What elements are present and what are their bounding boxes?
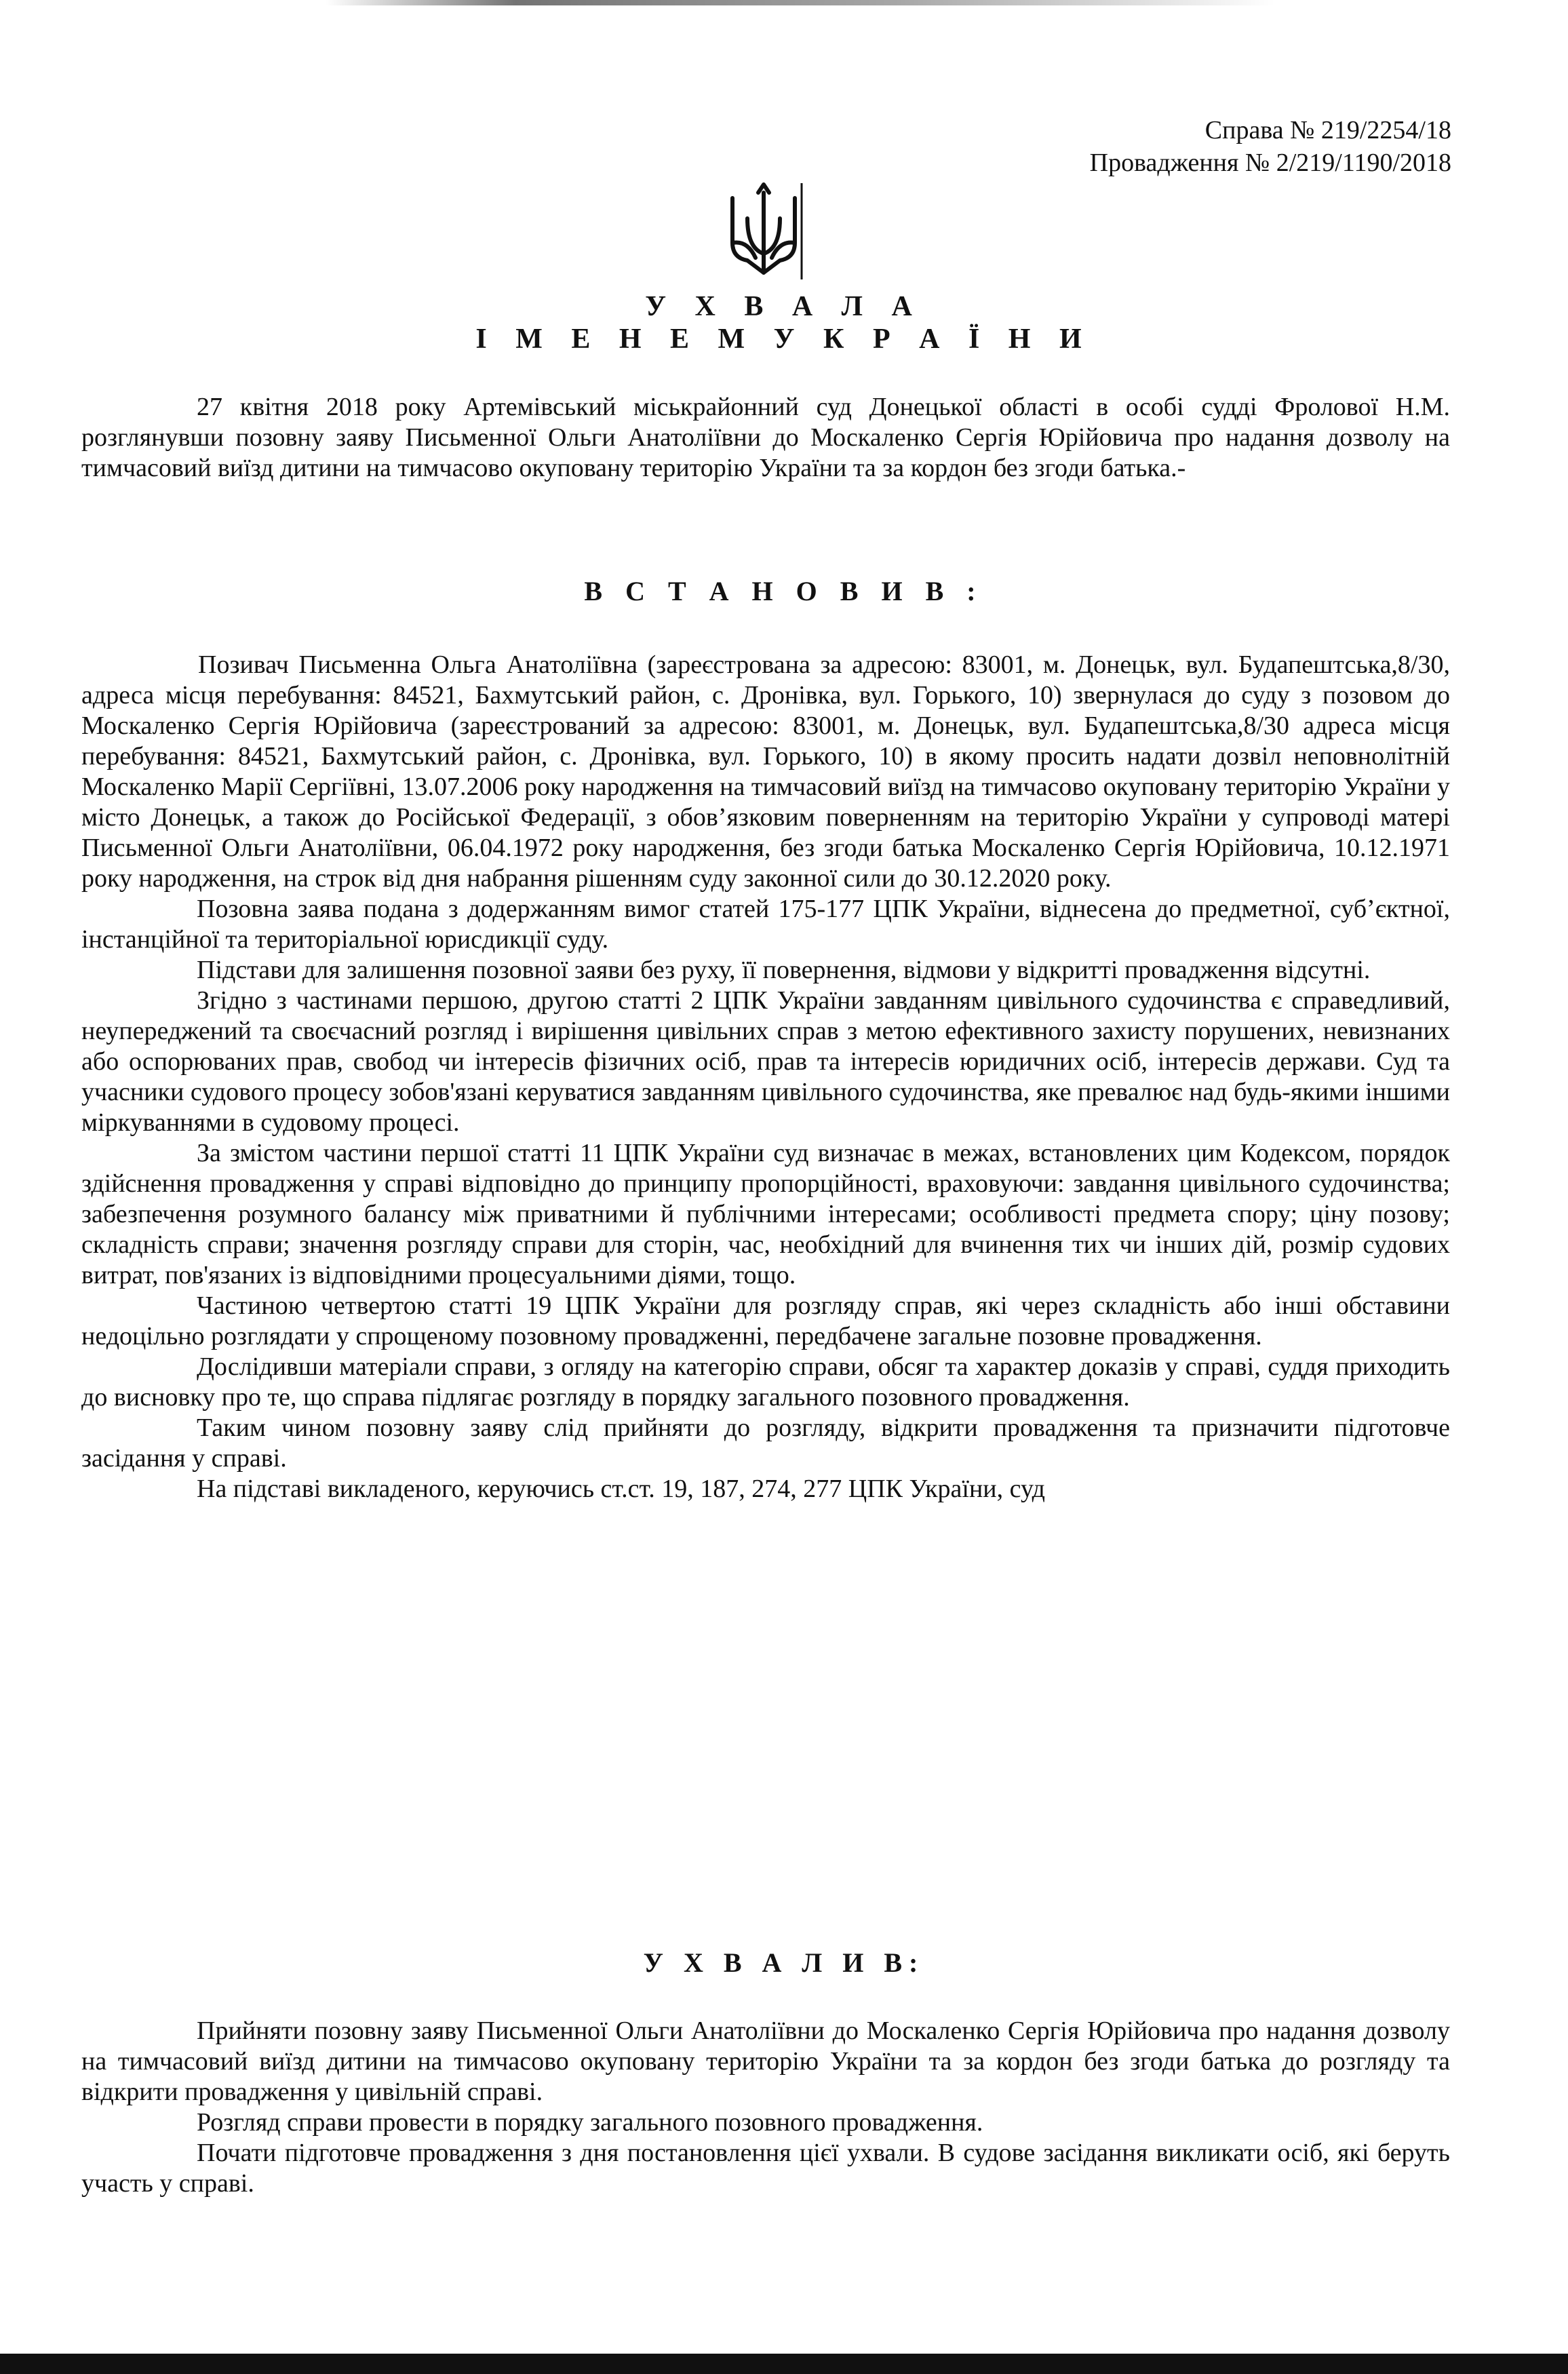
intro-paragraph-block [81,392,1450,484]
scan-artifact-bottom [0,2354,1568,2374]
established-section [81,650,1450,1504]
document-type-heading: У Х В А Л А [645,291,923,322]
resolution-preparatory: Почати підготовче провадження з дня постановлення цієї ухвали. В судове засідання викликати осіб, які беруть участь у справі. [81,2139,1450,2198]
paragraph-claim: Позивач Письменна Ольга Анатоліївна (зареєстрована за адресою: 83001, м. Донецьк, вул. Будапештська,8/30, адреса місця перебування: 84521, Бахмутський район, с. Дронівка, вул. Горького, 10) звернулася до суду з позовом до Москаленко Сергія Юрійовича (зареєстрований за адресою: 83001, м. Донецьк, вул. Будапештська,8/30 адреса місця перебування: 84521, Бахмутський район, с. Дронівка, вул. Горького, 10) в якому просить надати дозвіл неповнолітній Москаленко Марії Сергіївні, 13.07.2006 року народження на тимчасовий виїзд на тимчасово окуповану територію України у місто Донецьк, а також до Російської Федерації, з обов’язковим поверненням на територію України у супроводі матері Письменної Ольги Анатоліївни, 06.04.1972 року народження, без згоди батька Москаленко Сергія Юрійовича, 10.12.1971 року народження, на строк від дня набрання рішенням суду законної сили до 30.12.2020 року. [81,650,1450,893]
intro-paragraph: 27 квітня 2018 року Артемівський міськрайонний суд Донецької області в особі судді Фролової Н.М. розглянувши позовну заяву Письменної Ольги Анатоліївни до Москаленко Сергія Юрійовича про надання дозволу на тимчасовий виїзд дитини на тимчасово окуповану територію України та за кордон без згоди батька.- [81,393,1450,482]
case-references [1090,114,1451,179]
resolution-accept-claim: Прийняти позовну заяву Письменної Ольги Анатоліївни до Москаленко Сергія Юрійовича про надання дозволу на тимчасовий виїзд дитини на тимчасово окуповану територію України та за кордон без згоди батька до розгляду та відкрити провадження у цивільній справі. [81,2017,1450,2106]
paragraph-article-2: Згідно з частинами першою, другою статті 2 ЦПК України завданням цивільного судочинства є справедливий, неупереджений та своєчасний розгляд і вирішення цивільних справ з метою ефективного захисту порушених, невизнаних або оспорюваних прав, свобод чи інтересів фізичних осіб, прав та інтересів юридичних осіб, інтересів держави. Суд та учасники судового процесу зобов'язані керуватися завданням цивільного судочинства, яке превалює над будь-якими іншими міркуваннями в судовому процесі. [81,986,1450,1137]
scan-artifact-top [326,0,1275,5]
ukraine-trident-emblem-icon [716,178,811,286]
resolution-general-procedure: Розгляд справи провести в порядку загального позовного провадження. [197,2108,983,2137]
paragraph-conclusion: Дослідивши матеріали справи, з огляду на категорію справи, обсяг та характер доказів у справі, суддя приходить до висновку про те, що справа підлягає розгляду в порядку загального позовного провадження. [81,1353,1450,1412]
paragraph-article-11: За змістом частини першої статті 11 ЦПК України суд визначає в межах, встановлених цим Кодексом, порядок здійснення провадження у справі відповідно до принципу пропорційності, враховуючи: завдання цивільного судочинства; забезпечення розумного балансу між приватними й публічними інтересами; особливості предмета спору; ціну позову; складність справи; значення розгляду справи для сторін, час, необхідний для вчинення тих чи інших дій, розмір судових витрат, пов'язаних із відповідними процесуальними діями, тощо. [81,1139,1450,1289]
paragraph-filing-compliance: Позовна заява подана з додержанням вимог статей 175-177 ЦПК України, віднесена до предметної, суб’єктної, інстанційної та територіальної юрисдикції суду. [81,895,1450,954]
paragraph-no-grounds: Підстави для залишення позовної заяви без руху, її повернення, відмови у відкритті провадження відсутні. [197,956,1371,984]
case-number: Справа № 219/2254/18 [1204,116,1451,144]
paragraph-article-19: Частиною четвертою статті 19 ЦПК України для розгляду справ, які через складність або інші обставини недоцільно розглядати у спрощеному позовному провадженні, передбачене загальне позовне провадження. [81,1291,1450,1350]
resolved-heading: У Х В А Л И В: [643,1947,925,1978]
proceeding-number: Провадження № 2/219/1190/2018 [1089,149,1451,177]
established-heading: В С Т А Н О В И В : [584,576,984,606]
in-the-name-heading: І М Е Н Е М У К Р А Ї Н И [475,324,1093,355]
resolved-section [81,2016,1450,2199]
paragraph-legal-basis: На підставі викладеного, керуючись ст.ст. 19, 187, 274, 277 ЦПК України, суд [197,1475,1045,1503]
paragraph-accept: Таким чином позовну заяву слід прийняти до розгляду, відкрити провадження та призначити підготовче засідання у справі. [81,1414,1450,1473]
